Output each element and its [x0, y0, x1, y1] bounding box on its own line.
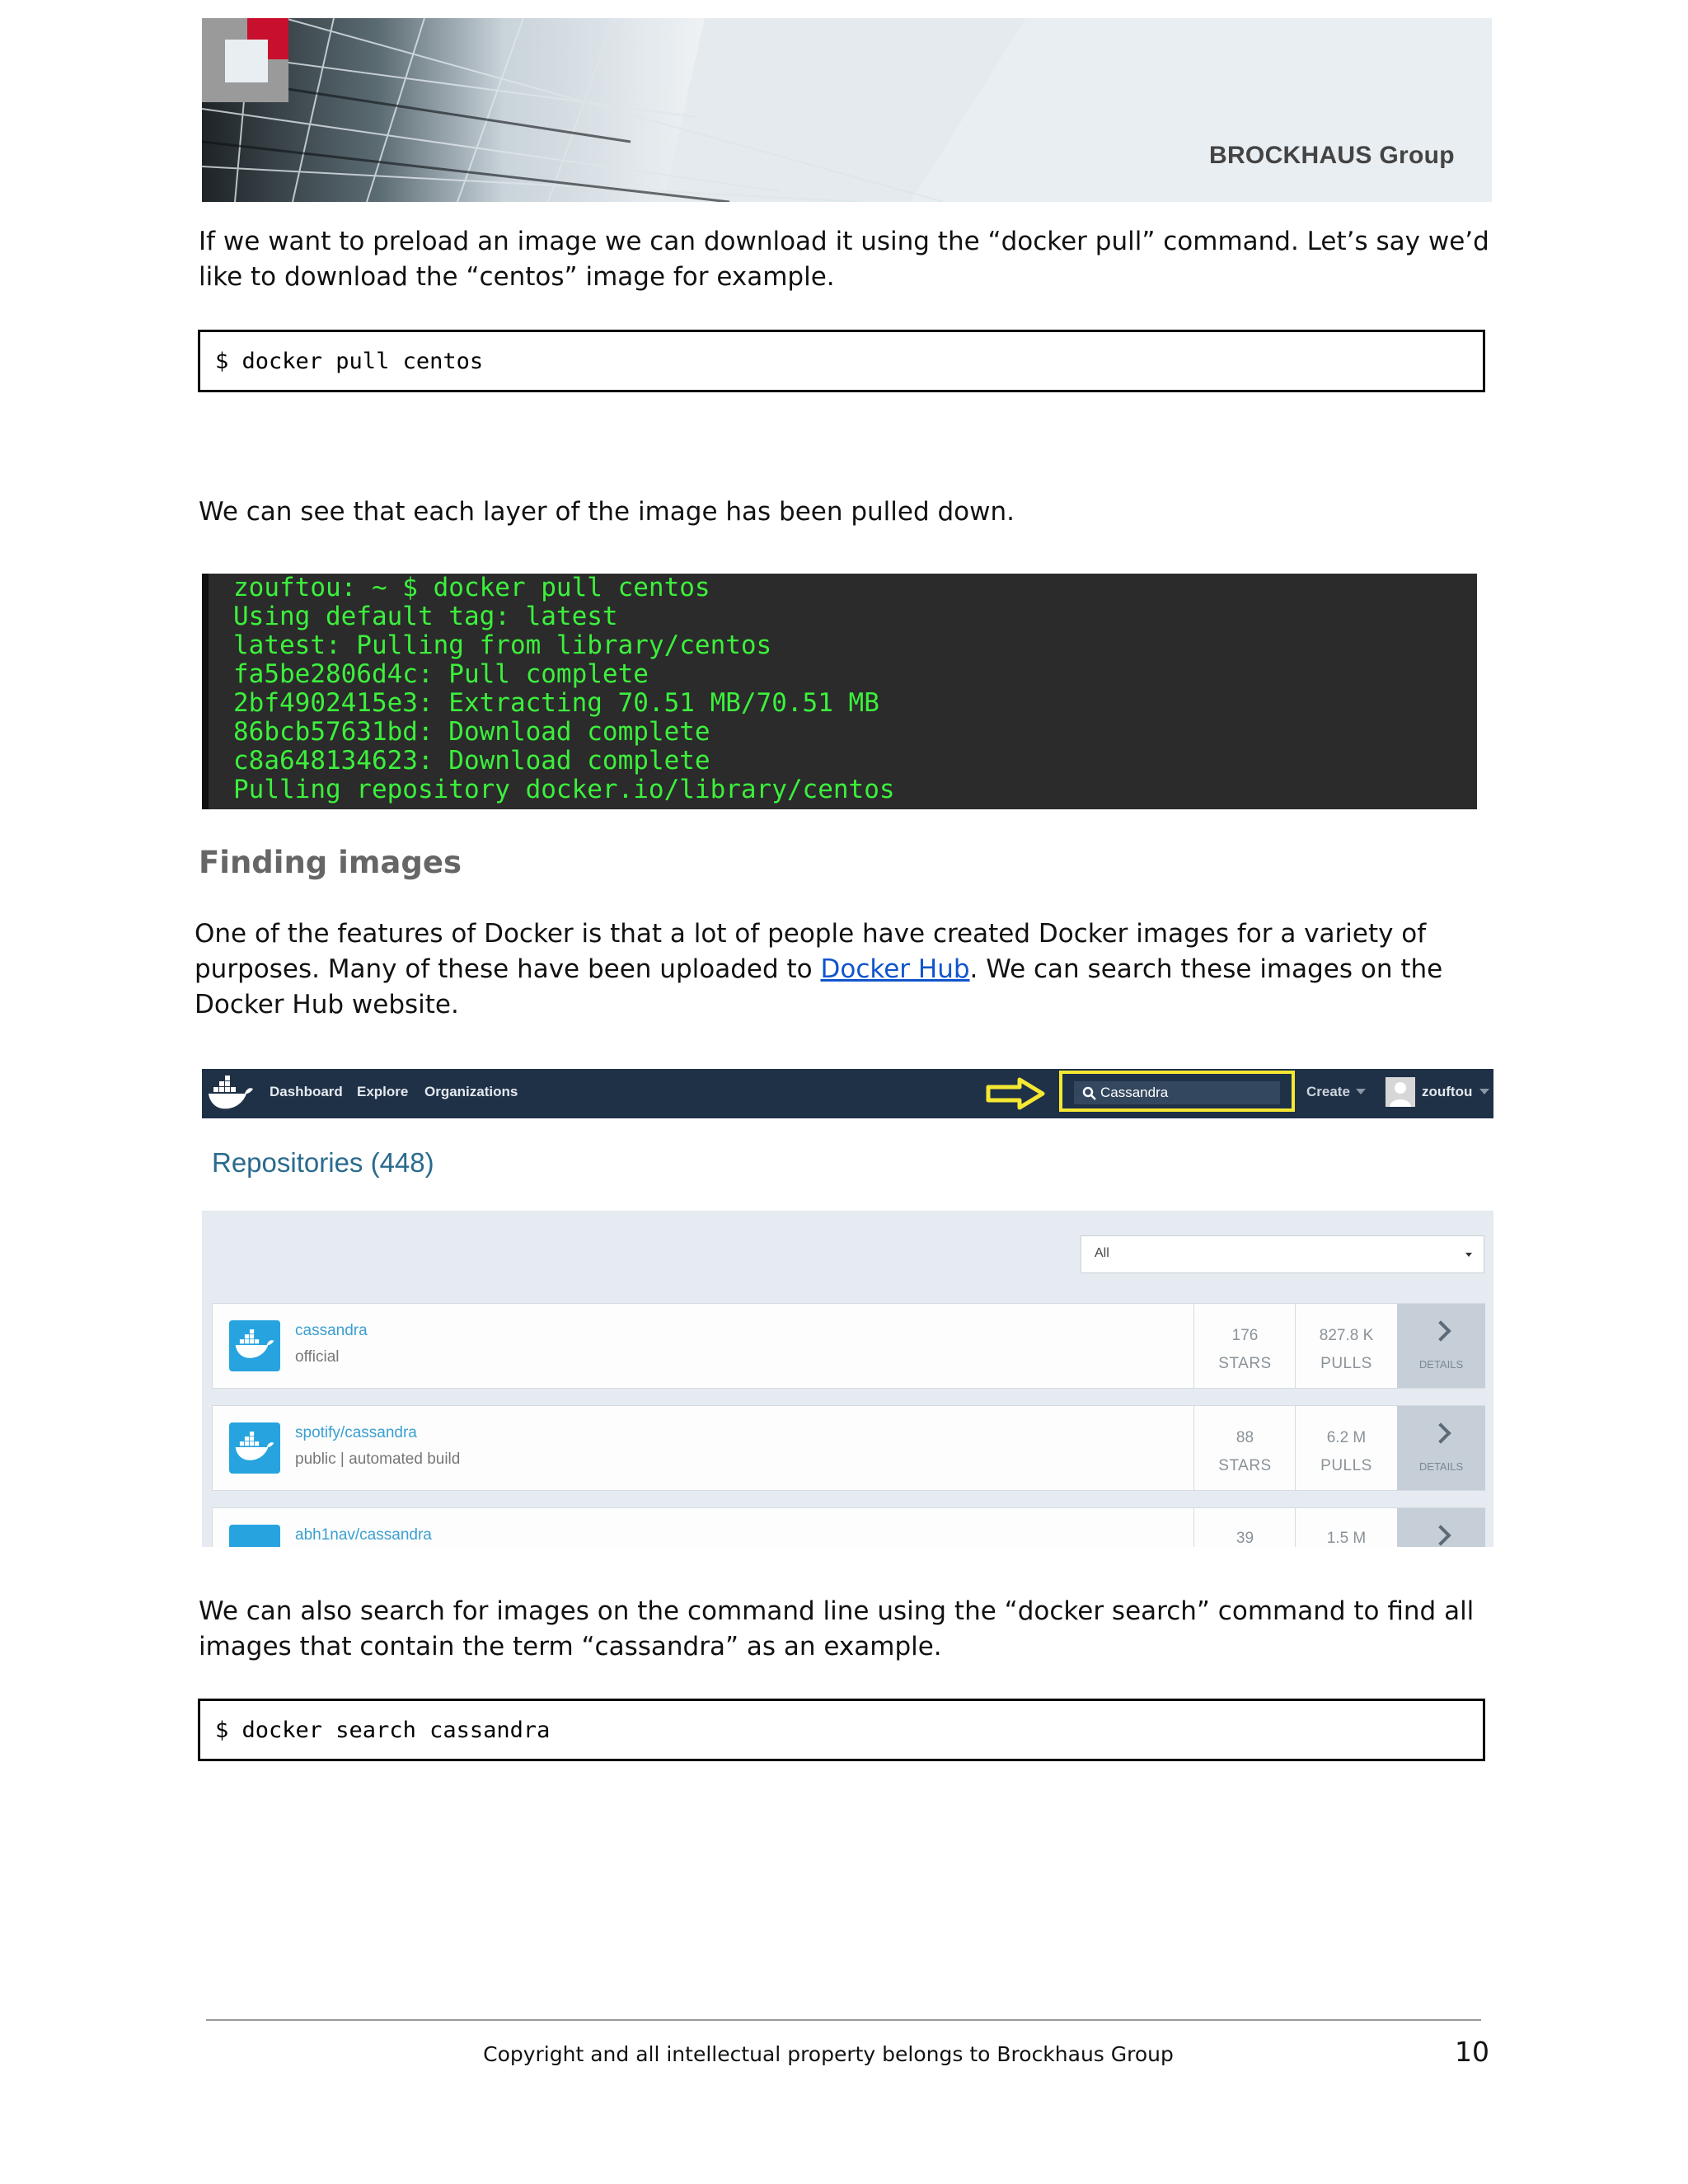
footer-divider: [206, 2019, 1481, 2021]
building-glass-image: [202, 18, 1492, 202]
finding-line-1: One of the features of Docker is that a lot of people have created Docker images for a variety of: [195, 919, 1427, 949]
nav-organizations[interactable]: Organizations: [424, 1084, 518, 1099]
command-pull: $ docker pull centos: [215, 349, 484, 374]
docker-repo-icon: [229, 1320, 280, 1371]
intro-line-1: If we want to preload an image we can download it using the “docker pull” command. Let’s say we’d: [199, 227, 1489, 256]
stars-count: 176: [1231, 1327, 1259, 1344]
filter-value: All: [1095, 1246, 1109, 1260]
caret-down-icon: [1465, 1253, 1472, 1257]
create-menu[interactable]: Create: [1306, 1084, 1350, 1099]
search-query: Cassandra: [1100, 1085, 1169, 1100]
repo-row[interactable]: [212, 1303, 1485, 1389]
avatar[interactable]: [1386, 1077, 1415, 1107]
finding-line-3: Docker Hub website.: [195, 990, 459, 1019]
terminal-line: latest: Pulling from library/centos: [233, 630, 772, 660]
pulls-count: 827.8 K: [1319, 1327, 1374, 1344]
logo-text: BROCKHAUS Group: [1209, 142, 1455, 169]
docker-repo-icon: [229, 1422, 280, 1474]
stars-count: 39: [1236, 1530, 1254, 1547]
repo-pulls: [1295, 1508, 1397, 1547]
page-number: 10: [1455, 2036, 1489, 2068]
details-button[interactable]: [1397, 1304, 1485, 1388]
repositories-title: Repositories (448): [212, 1147, 434, 1178]
code-box-pull: [198, 330, 1485, 392]
docker-repo-icon: [229, 1525, 280, 1547]
terminal-line: 2bf4902415e3: Extracting 70.51 MB/70.51 MB: [233, 688, 879, 718]
repo-row[interactable]: [212, 1405, 1485, 1491]
terminal-line: c8a648134623: Download complete: [233, 746, 710, 776]
chevron-right-icon: [1430, 1525, 1451, 1545]
finding-text: . We can search these images on the: [969, 954, 1443, 984]
docker-whale-icon[interactable]: [207, 1076, 255, 1112]
finding-paragraph: [195, 916, 1513, 1023]
chevron-right-icon: [1430, 1320, 1451, 1341]
nav-dashboard[interactable]: Dashboard: [270, 1084, 343, 1099]
finding-text: purposes. Many of these have been uploaded to: [195, 954, 821, 984]
user-icon: [1386, 1077, 1415, 1107]
finding-line-2: [195, 952, 1513, 987]
intro-line-2: like to download the “centos” image for example.: [199, 262, 835, 292]
terminal-line: 86bcb57631bd: Download complete: [233, 717, 710, 747]
section-heading: Finding images: [199, 845, 462, 880]
repo-type: official: [295, 1348, 340, 1366]
hub-search-box[interactable]: [1059, 1071, 1295, 1112]
terminal-line: fa5be2806d4c: Pull complete: [233, 659, 649, 689]
repo-row[interactable]: [212, 1507, 1485, 1547]
stars-count: 88: [1236, 1429, 1254, 1446]
repositories-panel: [202, 1211, 1493, 1547]
header-banner: [202, 18, 1492, 202]
user-menu[interactable]: zouftou: [1422, 1084, 1473, 1099]
brockhaus-logo-icon: [202, 18, 293, 105]
chevron-down-icon: [1356, 1089, 1366, 1094]
search-paragraph: [199, 1594, 1517, 1665]
chevron-right-icon: [1430, 1422, 1451, 1443]
code-box-search: [198, 1699, 1485, 1761]
stars-label: STARS: [1218, 1457, 1272, 1474]
hub-navbar: [202, 1069, 1493, 1118]
details-label: DETAILS: [1418, 1358, 1464, 1371]
terminal-output: [202, 574, 1477, 809]
search-line-1: We can also search for images on the command line using the “docker search” command to find all: [199, 1596, 1475, 1626]
repo-pulls: [1295, 1304, 1397, 1388]
intro-paragraph: [199, 224, 1501, 295]
details-button[interactable]: [1397, 1406, 1485, 1490]
repo-name[interactable]: abh1nav/cassandra: [295, 1526, 432, 1544]
search-icon: [1082, 1086, 1097, 1101]
repo-name[interactable]: spotify/cassandra: [295, 1424, 417, 1441]
repo-type: public | automated build: [295, 1451, 461, 1468]
command-search: $ docker search cassandra: [215, 1718, 551, 1743]
terminal-line: zouftou: ~ $ docker pull centos: [233, 574, 710, 602]
terminal-line: Pulling repository docker.io/library/centos: [233, 775, 895, 804]
repo-pulls: [1295, 1406, 1397, 1490]
pull-paragraph: We can see that each layer of the image has been pulled down.: [199, 497, 1015, 527]
docker-hub-link[interactable]: Docker Hub: [820, 954, 970, 984]
pulls-label: PULLS: [1320, 1355, 1372, 1372]
footer-copyright: Copyright and all intellectual property belongs to Brockhaus Group: [483, 2042, 1174, 2066]
repo-stars: [1193, 1508, 1296, 1547]
pulls-label: PULLS: [1320, 1457, 1372, 1474]
repo-stars: [1193, 1304, 1296, 1388]
details-button[interactable]: [1397, 1508, 1485, 1547]
repo-name[interactable]: cassandra: [295, 1322, 368, 1339]
pulls-count: 6.2 M: [1326, 1429, 1367, 1446]
repo-stars: [1193, 1406, 1296, 1490]
stars-label: STARS: [1218, 1355, 1272, 1372]
details-label: DETAILS: [1418, 1460, 1464, 1473]
hub-crop-mask: [198, 1547, 1500, 1580]
terminal-line: Using default tag: latest: [233, 602, 618, 631]
nav-explore[interactable]: Explore: [357, 1084, 409, 1099]
search-line-2: images that contain the term “cassandra” as an example.: [199, 1632, 942, 1661]
arrow-right-icon: [985, 1077, 1046, 1110]
filter-select[interactable]: [1081, 1235, 1484, 1273]
docker-hub-screenshot: [202, 1069, 1493, 1547]
chevron-down-icon: [1479, 1089, 1489, 1094]
pulls-count: 1.5 M: [1326, 1530, 1367, 1547]
